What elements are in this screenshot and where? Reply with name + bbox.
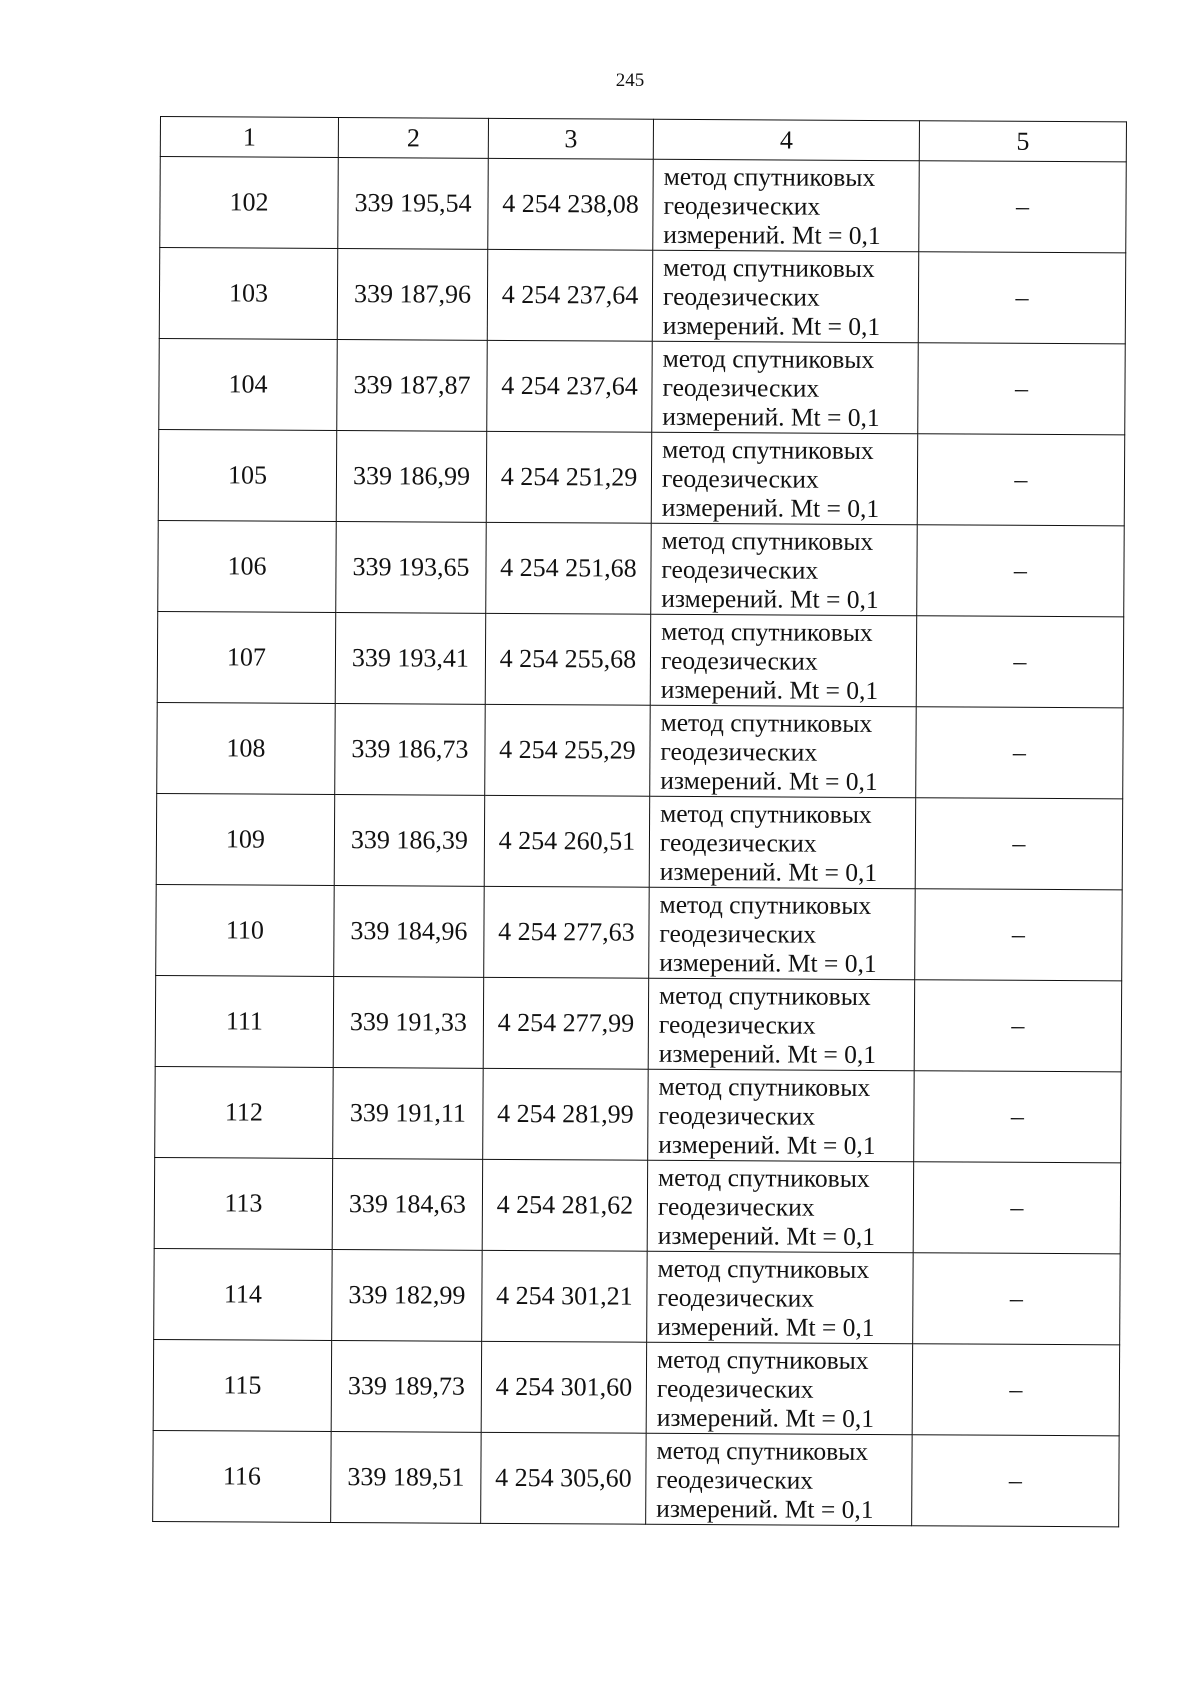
note-cell: – (919, 161, 1127, 253)
table-row (156, 793, 1122, 889)
method-cell (653, 159, 920, 251)
x-coordinate-cell: 339 182,99 (332, 1249, 483, 1341)
table-row (158, 520, 1124, 616)
table-header (160, 117, 1126, 162)
method-line: метод спутниковых (657, 1253, 870, 1284)
method-line: геодезических (657, 1282, 815, 1313)
table-row (154, 1157, 1120, 1253)
header-col-5: 5 (919, 121, 1126, 162)
method-line: измерений. Mt = 0,1 (663, 219, 881, 250)
method-line: геодезических (661, 463, 819, 494)
point-number-cell: 110 (156, 884, 335, 976)
method-cell (650, 614, 917, 706)
x-coordinate-cell: 339 193,41 (335, 612, 486, 704)
y-coordinate-cell: 4 254 251,29 (486, 431, 652, 523)
x-coordinate-cell: 339 184,63 (332, 1158, 483, 1250)
note-cell: – (917, 525, 1125, 617)
note-cell: – (914, 980, 1122, 1072)
table-body (153, 157, 1127, 1527)
method-cell (649, 796, 916, 888)
method-line: геодезических (659, 918, 817, 949)
note-cell: – (912, 1344, 1120, 1436)
method-cell (651, 523, 918, 615)
method-cell (650, 705, 917, 797)
note-cell: – (912, 1435, 1120, 1527)
x-coordinate-cell: 339 195,54 (338, 157, 489, 249)
method-cell (647, 1160, 914, 1252)
table-row (155, 1066, 1121, 1162)
x-coordinate-cell: 339 191,33 (333, 976, 484, 1068)
table-row (153, 1430, 1119, 1526)
method-line: метод спутниковых (658, 1071, 871, 1102)
x-coordinate-cell: 339 193,65 (336, 521, 487, 613)
method-line: геодезических (656, 1373, 814, 1404)
method-line: метод спутниковых (659, 889, 872, 920)
method-line: измерений. Mt = 0,1 (660, 674, 879, 705)
table-row (153, 1339, 1119, 1435)
note-cell: – (917, 434, 1125, 526)
method-line: геодезических (658, 1009, 816, 1040)
table-row (155, 975, 1121, 1071)
method-cell (649, 887, 916, 979)
point-number-cell: 111 (155, 975, 334, 1067)
table-row (154, 1248, 1120, 1344)
method-line: метод спутниковых (663, 161, 876, 192)
method-line: метод спутниковых (660, 798, 872, 829)
table-row (156, 884, 1122, 980)
header-col-1: 1 (160, 117, 338, 158)
x-coordinate-cell: 339 187,96 (337, 248, 488, 340)
note-cell: – (913, 1253, 1121, 1345)
method-line: измерений. Mt = 0,1 (662, 310, 881, 341)
method-line: метод спутниковых (660, 707, 873, 738)
method-line: измерений. Mt = 0,1 (656, 1402, 875, 1433)
y-coordinate-cell: 4 254 255,68 (485, 613, 651, 705)
note-cell: – (918, 252, 1126, 344)
method-cell (651, 432, 918, 524)
method-line: геодезических (662, 372, 820, 403)
method-cell (648, 1069, 915, 1161)
note-cell: – (916, 616, 1124, 708)
x-coordinate-cell: 339 186,39 (334, 794, 485, 886)
page-number: 245 (615, 70, 645, 91)
table-row (159, 338, 1125, 434)
method-line: геодезических (658, 1100, 816, 1131)
y-coordinate-cell: 4 254 260,51 (484, 795, 650, 887)
x-coordinate-cell: 339 186,73 (335, 703, 486, 795)
method-line: геодезических (663, 190, 821, 221)
method-cell (648, 978, 915, 1070)
x-coordinate-cell: 339 184,96 (334, 885, 485, 977)
x-coordinate-cell: 339 187,87 (337, 339, 488, 431)
method-line: геодезических (657, 1191, 815, 1222)
method-line: метод спутниковых (656, 1435, 869, 1466)
method-line: геодезических (660, 645, 818, 676)
point-number-cell: 106 (158, 520, 337, 612)
point-number-cell: 114 (154, 1248, 333, 1340)
point-number-cell: 104 (159, 338, 338, 430)
y-coordinate-cell: 4 254 301,21 (482, 1250, 648, 1342)
y-coordinate-cell: 4 254 255,29 (485, 704, 651, 796)
note-cell: – (915, 798, 1123, 890)
y-coordinate-cell: 4 254 305,60 (481, 1432, 647, 1524)
point-number-cell: 113 (154, 1157, 333, 1249)
method-line: метод спутниковых (661, 525, 874, 556)
header-row (160, 117, 1126, 162)
method-cell (652, 250, 919, 342)
method-cell (647, 1251, 914, 1343)
note-cell: – (916, 707, 1124, 799)
table-row (157, 611, 1123, 707)
method-line: метод спутниковых (659, 980, 871, 1011)
method-line: метод спутниковых (663, 252, 875, 283)
header-col-2: 2 (338, 117, 488, 158)
table-row (157, 702, 1123, 798)
method-line: измерений. Mt = 0,1 (656, 1493, 874, 1524)
method-line: измерений. Mt = 0,1 (661, 583, 879, 614)
method-line: измерений. Mt = 0,1 (659, 856, 878, 887)
y-coordinate-cell: 4 254 281,62 (482, 1159, 648, 1251)
x-coordinate-cell: 339 191,11 (333, 1067, 484, 1159)
point-number-cell: 102 (160, 157, 339, 249)
note-cell: – (915, 889, 1123, 981)
point-number-cell: 115 (153, 1339, 332, 1431)
method-line: геодезических (661, 554, 819, 585)
point-number-cell: 103 (159, 248, 338, 340)
y-coordinate-cell: 4 254 281,99 (483, 1068, 649, 1160)
method-line: геодезических (656, 1464, 814, 1495)
method-line: геодезических (660, 736, 818, 767)
y-coordinate-cell: 4 254 277,99 (483, 977, 649, 1069)
method-line: метод спутниковых (661, 616, 873, 647)
x-coordinate-cell: 339 189,51 (331, 1431, 482, 1523)
point-number-cell: 112 (155, 1066, 334, 1158)
method-line: геодезических (662, 281, 820, 312)
header-col-4: 4 (653, 119, 919, 160)
point-number-cell: 108 (157, 702, 336, 794)
y-coordinate-cell: 4 254 238,08 (488, 158, 654, 250)
x-coordinate-cell: 339 186,99 (336, 430, 487, 522)
point-number-cell: 107 (157, 611, 336, 703)
note-cell: – (913, 1162, 1121, 1254)
y-coordinate-cell: 4 254 237,64 (487, 249, 653, 341)
table-row (158, 429, 1124, 525)
method-line: измерений. Mt = 0,1 (662, 401, 880, 432)
method-line: измерений. Mt = 0,1 (659, 947, 877, 978)
coordinates-table (152, 116, 1127, 1527)
method-line: геодезических (659, 827, 817, 858)
point-number-cell: 109 (156, 793, 335, 885)
note-cell: – (918, 343, 1126, 435)
note-cell: – (914, 1071, 1122, 1163)
method-cell (646, 1342, 913, 1434)
method-cell (652, 341, 919, 433)
x-coordinate-cell: 339 189,73 (331, 1340, 482, 1432)
method-cell (646, 1433, 913, 1525)
y-coordinate-cell: 4 254 251,68 (486, 522, 652, 614)
method-line: метод спутниковых (656, 1344, 869, 1375)
method-line: измерений. Mt = 0,1 (660, 765, 878, 796)
method-line: измерений. Mt = 0,1 (658, 1038, 877, 1069)
point-number-cell: 105 (158, 429, 337, 521)
method-line: измерений. Mt = 0,1 (657, 1311, 875, 1342)
method-line: измерений. Mt = 0,1 (661, 492, 880, 523)
y-coordinate-cell: 4 254 237,64 (487, 340, 653, 432)
method-line: измерений. Mt = 0,1 (658, 1129, 876, 1160)
header-col-3: 3 (488, 118, 653, 159)
method-line: метод спутниковых (662, 343, 875, 374)
y-coordinate-cell: 4 254 301,60 (481, 1341, 647, 1433)
table-row (159, 248, 1125, 344)
point-number-cell: 116 (153, 1430, 332, 1522)
method-line: измерений. Mt = 0,1 (657, 1220, 876, 1251)
y-coordinate-cell: 4 254 277,63 (484, 886, 650, 978)
table-row (160, 157, 1126, 253)
method-line: метод спутниковых (658, 1162, 870, 1193)
method-line: метод спутниковых (662, 434, 874, 465)
